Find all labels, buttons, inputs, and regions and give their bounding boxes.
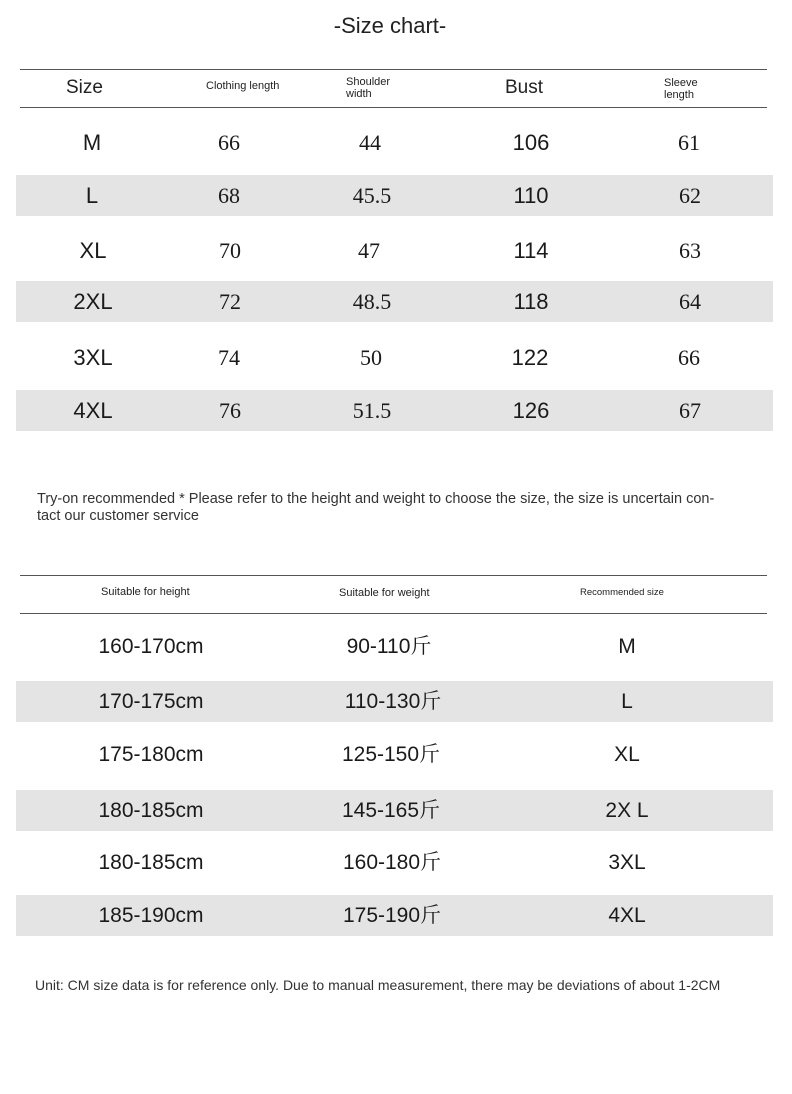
header-shoulder-line1: Shoulder [346,76,391,88]
recommended-size-cell: 3XL [608,851,646,874]
table-row [16,626,773,667]
sleeve-cell: 61 [678,130,700,155]
size-cell: 4XL [73,398,113,423]
bust-cell: 114 [513,238,549,263]
sleeve-cell: 64 [679,289,701,314]
height-cell: 180-185cm [98,799,204,822]
header-size: Size [66,77,103,98]
table2-top-rule [20,575,767,576]
header-sleeve-line1: Sleeve [664,77,698,89]
header-clothing-length: Clothing length [206,80,280,92]
size-cell: M [82,130,102,155]
header-suitable-height: Suitable for height [101,586,190,598]
weight-cell: 125-150斤 [341,743,441,766]
sleeve-cell: 66 [678,345,700,370]
table-row [16,230,773,271]
table2-header-rule [20,613,767,614]
height-cell: 170-175cm [98,690,204,713]
weight-cell: 145-165斤 [341,799,441,822]
header-sleeve-length [664,78,698,101]
table-row [16,790,773,831]
bust-cell: 122 [511,345,549,370]
table-row [16,895,773,936]
length-cell: 68 [218,183,240,208]
height-cell: 180-185cm [98,851,204,874]
recommended-size-cell: 4XL [608,904,646,927]
header-sleeve-line2: length [664,88,694,101]
shoulder-cell: 44 [359,130,381,155]
table-row [16,337,773,378]
shoulder-cell: 50 [360,345,382,370]
table-row [16,681,773,722]
height-cell: 185-190cm [98,904,204,927]
bust-cell: 106 [512,130,550,155]
recommended-size-cell: L [621,690,633,713]
header-bust: Bust [505,77,544,98]
shoulder-cell: 51.5 [352,398,392,423]
size-cell: L [85,183,99,208]
sleeve-cell: 67 [679,398,701,423]
height-cell: 175-180cm [98,743,204,766]
shoulder-cell: 45.5 [352,183,392,208]
bust-cell: 110 [513,183,549,208]
table1-header-rule [20,107,767,108]
weight-cell: 175-190斤 [342,904,442,927]
table-row [16,390,773,431]
weight-cell: 160-180斤 [342,851,442,874]
table-row [16,122,773,163]
table-row [16,175,773,216]
size-cell: XL [79,238,107,263]
header-shoulder-width [346,77,390,100]
height-cell: 160-170cm [98,635,204,658]
weight-cell: 90-110斤 [346,635,432,658]
size-cell: 2XL [73,289,113,314]
header-shoulder-line2: width [346,87,372,100]
length-cell: 74 [218,345,240,370]
page-title: -Size chart- [333,13,447,38]
length-cell: 66 [218,130,240,155]
recommended-size-cell: M [618,635,636,658]
size-cell: 3XL [73,345,113,370]
unit-note: Unit: CM size data is for reference only. Due to manual measurement, there may be deviations of about 1-2CM [35,977,721,993]
length-cell: 72 [219,289,241,314]
length-cell: 76 [219,398,241,423]
bust-cell: 118 [513,289,549,314]
bust-cell: 126 [512,398,550,423]
table-row [16,734,773,775]
header-recommended-size: Recommended size [580,587,664,598]
sleeve-cell: 62 [679,183,701,208]
header-suitable-weight: Suitable for weight [339,587,430,599]
try-on-note: Try-on recommended * Please refer to the height and weight to choose the size, the size is uncertain con- tact our customer service [37,491,715,524]
table-row [16,281,773,322]
recommended-size-cell: XL [614,743,640,766]
weight-cell: 110-130斤 [344,690,442,713]
recommended-size-cell: 2X L [605,799,649,822]
shoulder-cell: 47 [358,238,380,263]
length-cell: 70 [219,238,241,263]
sleeve-cell: 63 [679,238,701,263]
table1-top-rule [20,69,767,70]
table-row [16,842,773,883]
shoulder-cell: 48.5 [352,289,392,314]
